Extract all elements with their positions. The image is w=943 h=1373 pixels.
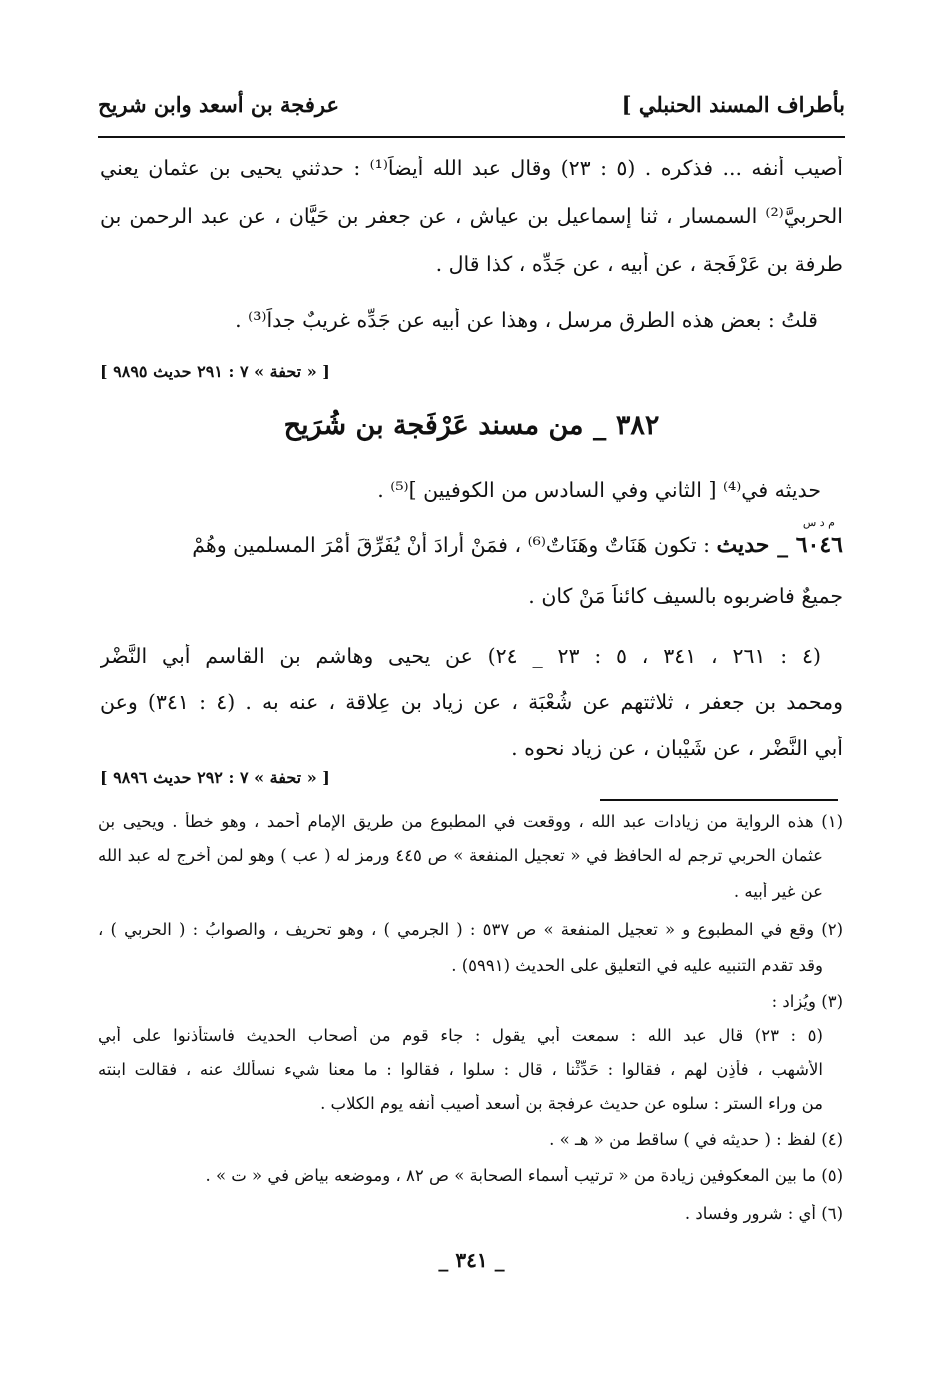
text-line: الحربيَّ⁽²⁾ السمسار ، ثنا إسماعيل بن عياش ، عن جعفر بن حَيَّان ، عن عبد الرحمن بن xyxy=(100,204,843,228)
footnote-line: (٢) وقع في المطبوع و « تعجيل المنفعة » ص ٥٣٧ : ( الجرمي ) ، وهو تحريف ، والصوابُ : ( الحربي ) ، xyxy=(98,920,843,939)
hadith-sigla: م د س xyxy=(802,516,835,529)
header-book-title: بأطراف المسند الحنبلي ] xyxy=(621,92,845,117)
section-intro: حديثه في⁽⁴⁾ [ الثاني وفي السادس من الكوفيين ]⁽⁵⁾ . xyxy=(377,478,821,502)
tuhfa-reference: [ « تحفة » ٧ : ٢٩١ حديث ٩٨٩٥ ] xyxy=(100,362,330,381)
footnote-line: (١) هذه الرواية من زيادات عبد الله ، ووقعت في المطبوع من طريق الإمام أحمد ، وهو خطأ . ويحيى بن xyxy=(98,812,843,831)
hadith-first-line xyxy=(100,532,843,558)
page-number: _ ٣٤١ _ xyxy=(438,1248,505,1272)
footnote-rule xyxy=(600,799,838,801)
header-section-title: عرفجة بن أسعد وابن شريح xyxy=(98,92,340,117)
footnote-line: (٦) أي : شرور وفساد . xyxy=(684,1204,843,1223)
footnote-line: (٤) لفظ : ( حديثه في ) ساقط من « هـ » . xyxy=(549,1130,843,1149)
text-line: ومحمد بن جعفر ، ثلاثتهم عن شُعْبَة ، عن زياد بن عِلاقة ، عنه به . (٤ : ٣٤١) وعن xyxy=(100,690,843,714)
tuhfa-reference: [ « تحفة » ٧ : ٢٩٢ حديث ٩٨٩٦ ] xyxy=(100,768,330,787)
footnote-line: الأشهب ، فأذِن لهم ، فقالوا : حَدِّثْنا ، قال : سلوا ، فقالوا : ما معنا شيء نسألك عنه ، فقالت ابنته xyxy=(98,1060,823,1079)
section-heading: ٣٨٢ _ من مسند عَرْفَجة بن شُرَيح xyxy=(283,410,660,441)
running-header xyxy=(98,92,845,126)
text-line: أُصيب أنفه ... فذكره . (٥ : ٢٣) وقال عبد الله أيضاً⁽¹⁾ : حدثني يحيى بن عثمان يعني xyxy=(100,156,843,180)
text-line: أبي النَّضْر ، عن شَيْبان ، عن زياد نحوه . xyxy=(511,736,843,760)
footnote-line: (٣) ويُزاد : xyxy=(771,992,843,1011)
footnote-line: وقد تقدم التنبيه عليه في التعليق على الحديث (٥٩٩١) . xyxy=(451,956,823,975)
author-note: قلتُ : بعض هذه الطرق مرسل ، وهذا عن أبيه عن جَدِّه غريبٌ جداً⁽³⁾ . xyxy=(235,308,818,332)
hadith-number: ٦٠٤٦ _ حديث xyxy=(716,532,843,558)
footnote-line: (٥ : ٢٣) قال عبد الله : سمعت أبي يقول : جاء قوم من أصحاب الحديث فاستأذنوا على أبي xyxy=(98,1026,823,1045)
footnote-line: من وراء الستر : سلوه عن حديث عرفجة بن أسعد أصيب أنفه يوم الكلاب . xyxy=(320,1094,823,1113)
text-line: جميعٌ فاضربوه بالسيف كائناً مَنْ كان . xyxy=(528,584,843,608)
header-rule xyxy=(98,136,845,138)
footnote-line: عن غير أبيه . xyxy=(733,882,823,901)
footnote-line: (٥) ما بين المعكوفين زيادة من « ترتيب أسماء الصحابة » ص ٨٢ ، وموضعه بياض في « ت » . xyxy=(205,1166,843,1185)
hadith-text: : تكون هَنَاتٌ وهَنَاتٌ⁽⁶⁾ ، فمَنْ أرادَ أنْ يُفَرِّقَ أَمْرَ المسلمين وهُمْ xyxy=(192,533,710,557)
text-line: طرفة بن عَرْفَجة ، عن أبيه ، عن جَدِّه ، كذا قال . xyxy=(435,252,843,276)
text-line: (٤ : ٢٦١ ، ٣٤١ ، ٥ : ٢٣ _ ٢٤) عن يحيى وهاشم بن القاسم أبي النَّضْر xyxy=(100,644,821,668)
footnote-line: عثمان الحربي ترجم له الحافظ في « تعجيل المنفعة » ص ٤٤٥ ورمز له ( عب ) وهو لمن أخرج له عبد الله xyxy=(98,846,823,865)
